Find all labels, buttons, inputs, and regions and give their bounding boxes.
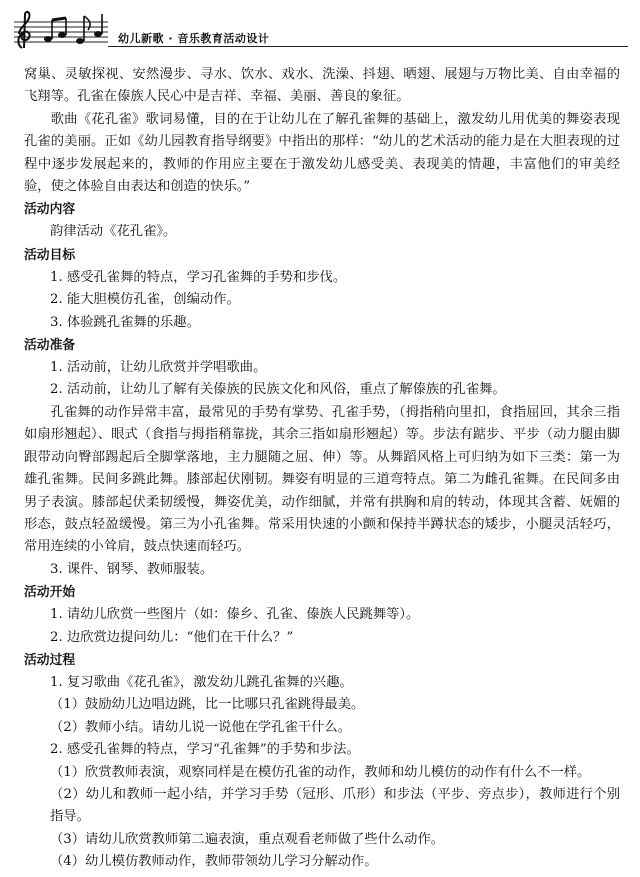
content-text: 韵律活动《花孔雀》。: [50, 224, 177, 240]
page-header: [12, 8, 632, 54]
goal-item: 3. 体验跳孔雀舞的乐趣。: [50, 314, 200, 330]
prep-item: 2. 活动前，让幼儿了解有关傣族的民族文化和风俗，重点了解傣族的孔雀舞。: [50, 382, 506, 398]
process-item: （2）幼儿和教师一起小结，并学习手势（冠形、爪形）和步法（平步、旁点步），教师进行个别指导。: [50, 786, 620, 825]
section-heading-process: 活动过程: [24, 652, 76, 668]
process-item: （3）请幼儿欣赏教师第二遍表演，重点观看老师做了些什么动作。: [50, 831, 445, 847]
goal-item: 2. 能大胆模仿孔雀，创编动作。: [50, 292, 240, 308]
prep-item: 1. 活动前，让幼儿欣赏并学唱歌曲。: [50, 360, 267, 376]
section-heading-start: 活动开始: [24, 585, 76, 601]
prep-item: 3. 课件、钢琴、教师服装。: [50, 561, 214, 577]
document-body: [24, 64, 620, 874]
header-divider: [108, 46, 628, 47]
peacock-dance-description: 孔雀舞的动作异常丰富，最常见的手势有掌势、孔雀手势，（拇指稍向里扣，食指屈回，其余三指如扇形翘起）、眼式（食指与拇指稍靠拢，其余三指如扇形翘起）等。步法有踮步、平步（动力腿由脚跟带动向臀部踢起后全脚掌落地，主力腿随之屈、伸）等。从舞蹈风格上可归纳为如下三类：第一为雄孔雀舞。民间多跳此舞。膝部起伏刚韧。舞姿有明显的三道弯特点。第二为雌孔雀舞。在民间多由男子表演。膝部起伏柔韧缓慢，舞姿优美，动作细腻，并常有拱胸和肩的转动，体现其含蓄、妩媚的形态，鼓点轻盈缓慢。第三为小孔雀舞。常采用快速的小颤和保持半蹲状态的矮步，小腿灵活轻巧，常用连续的小耸肩，鼓点快速而轻巧。: [24, 404, 620, 555]
process-item: 2. 感受孔雀舞的特点，学习“孔雀舞”的手势和步法。: [50, 742, 360, 758]
process-item: （1）欣赏教师表演，观察同样是在模仿孔雀的动作，教师和幼儿模仿的动作有什么不一样。: [50, 764, 591, 780]
start-item: 2. 边欣赏边提问幼儿：“他们在干什么？”: [50, 629, 294, 645]
intro-paragraph-1: 窝巢、灵敏探视、安然漫步、寻水、饮水、戏水、洗澡、抖翅、晒翅、展翅与万物比美、自由幸福的飞翔等。孔雀在傣族人民心中是吉祥、幸福、美丽、善良的象征。: [24, 67, 620, 105]
header-title: 幼儿新歌 · 音乐教育活动设计: [118, 32, 270, 45]
process-item: （4）幼儿模仿教师动作，教师带领幼儿学习分解动作。: [50, 854, 378, 870]
section-heading-prep: 活动准备: [24, 338, 76, 354]
section-heading-content: 活动内容: [24, 202, 76, 218]
goal-item: 1. 感受孔雀舞的特点，学习孔雀舞的手势和步伐。: [50, 269, 347, 285]
process-item: 1. 复习歌曲《花孔雀》，激发幼儿跳孔雀舞的兴趣。: [50, 674, 353, 690]
music-notes-icon: [12, 8, 112, 54]
process-item: （1）鼓励幼儿边唱边跳，比一比哪只孔雀跳得最美。: [50, 697, 365, 713]
section-heading-goals: 活动目标: [24, 247, 76, 263]
start-item: 1. 请幼儿欣赏一些图片（如：傣乡、孔雀、傣族人民跳舞等）。: [50, 607, 420, 623]
process-item: （2）教师小结。请幼儿说一说他在学孔雀干什么。: [50, 719, 351, 735]
intro-paragraph-2: 歌曲《花孔雀》歌词易懂，目的在于让幼儿在了解孔雀舞的基础上，激发幼儿用优美的舞姿表现孔雀的美丽。正如《幼儿园教育指导纲要》中指出的那样：“幼儿的艺术活动的能力是在大胆表现的过程中逐步发展起来的，教师的作用应主要在于激发幼儿感受美、表现美的情趣，丰富他们的审美经验，使之体验自由表达和创造的快乐。”: [24, 111, 620, 195]
